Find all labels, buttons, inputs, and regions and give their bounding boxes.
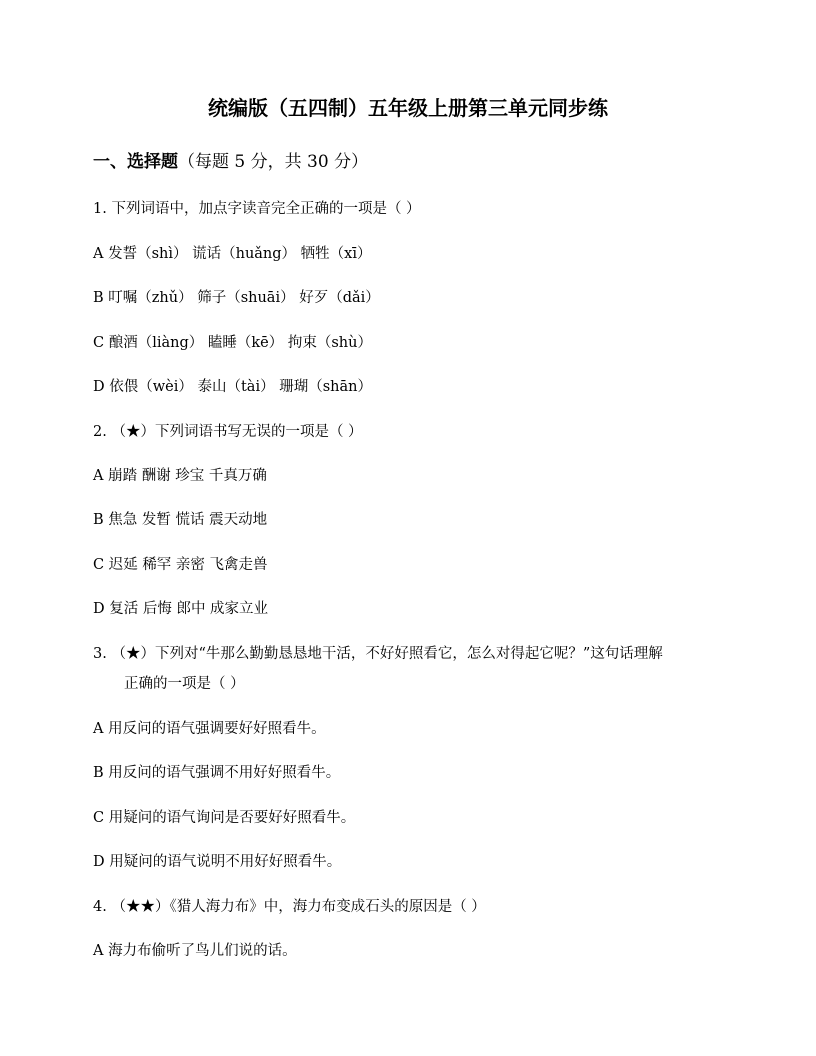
question-4-stem: 4. （★★）《猎人海力布》中，海力布变成石头的原因是（ ）	[93, 899, 486, 915]
question-2-option-c: C 迟延 稀罕 亲密 飞禽走兽	[93, 557, 268, 573]
question-3-option-b: B 用反问的语气强调不用好好照看牛。	[93, 765, 341, 781]
question-1-option-d: D 依偎（wèi） 泰山（tài） 珊瑚（shān）	[93, 379, 372, 395]
section-heading	[93, 149, 368, 175]
question-2-stem: 2. （★）下列词语书写无误的一项是（ ）	[93, 424, 363, 440]
question-3-option-d: D 用疑问的语气说明不用好好照看牛。	[93, 854, 342, 870]
question-1-stem: 1. 下列词语中，加点字读音完全正确的一项是（ ）	[93, 201, 421, 217]
question-4-option-a: A 海力布偷听了鸟儿们说的话。	[93, 943, 297, 959]
question-3-option-c: C 用疑问的语气询问是否要好好照看牛。	[93, 810, 356, 826]
document-title: 统编版（五四制）五年级上册第三单元同步练	[208, 96, 608, 120]
question-1-option-c: C 酿酒（liàng） 瞌睡（kē） 拘束（shù）	[93, 335, 372, 351]
question-3-stem-line-1: 3. （★）下列对“牛那么勤勤恳恳地干活，不好好照看它，怎么对得起它呢？”这句话理解	[93, 646, 663, 662]
question-3-stem-line-2: 正确的一项是（ ）	[124, 676, 245, 692]
question-1-option-a: A 发誓（shì） 谎话（huǎng） 牺牲（xī）	[93, 246, 372, 262]
section-heading-note: （每题 5 分，共 30 分）	[178, 152, 369, 172]
section-heading-label: 一、选择题	[93, 152, 178, 172]
question-2-option-a: A 崩踏 酬谢 珍宝 千真万确	[93, 468, 267, 484]
question-3-option-a: A 用反问的语气强调要好好照看牛。	[93, 721, 326, 737]
question-2-option-b: B 焦急 发暂 慌话 震天动地	[93, 512, 268, 528]
question-1-option-b: B 叮嘱（zhǔ） 筛子（shuāi） 好歹（dǎi）	[93, 290, 380, 306]
question-2-option-d: D 复活 后悔 郎中 成家立业	[93, 601, 269, 617]
